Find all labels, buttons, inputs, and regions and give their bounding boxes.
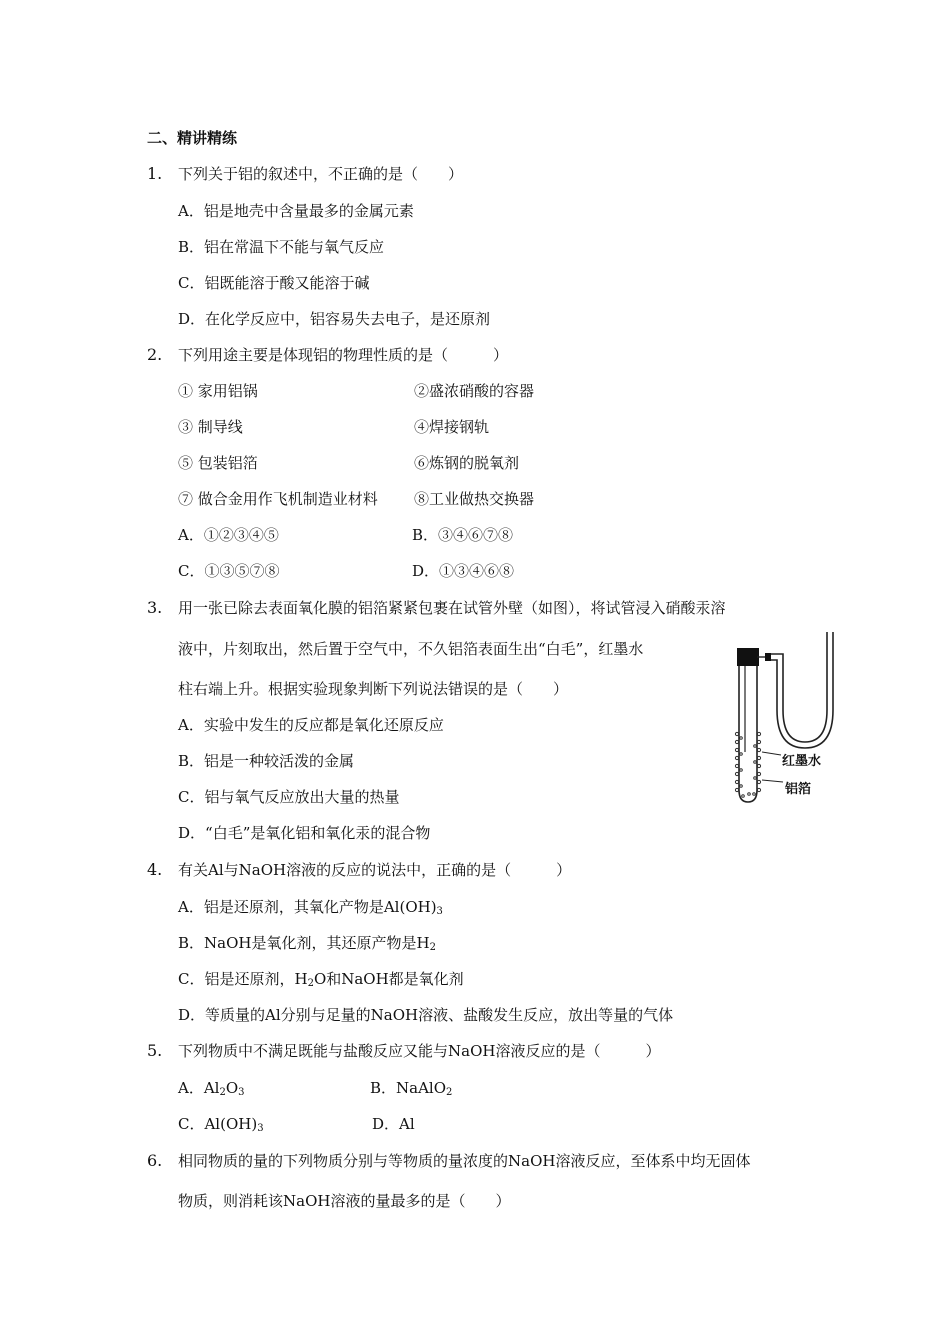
question-1-number: 1. xyxy=(147,164,163,183)
question-6-number: 6. xyxy=(147,1151,163,1170)
question-1-option-c: C．铝既能溶于酸又能溶于碱 xyxy=(178,274,370,292)
question-4-option-a: A．铝是还原剂，其氧化产物是$Al(OH)_3$ xyxy=(178,898,443,917)
question-4-option-d: D．等质量的Al分别与足量的NaOH溶液、盐酸发生反应，放出等量的气体 xyxy=(178,1006,674,1024)
question-2-item-6: ⑥炼钢的脱氧剂 xyxy=(414,454,520,472)
question-2-option-c: C．①③⑤⑦⑧ xyxy=(178,562,280,580)
question-2-item-7: ⑦ 做合金用作飞机制造业材料 xyxy=(178,490,378,508)
question-1-option-b: B．铝在常温下不能与氧气反应 xyxy=(178,238,385,256)
question-4-number: 4. xyxy=(147,860,163,879)
ink-leader-line xyxy=(762,752,781,755)
question-3-option-b: B．铝是一种较活泼的金属 xyxy=(178,752,355,770)
question-6-stem-line-1: 相同物质的量的下列物质分别与等物质的量浓度的NaOH溶液反应，至体系中均无固体 xyxy=(178,1152,751,1170)
question-2-number: 2. xyxy=(147,345,163,364)
question-4-option-b: B．NaOH是氧化剂，其还原产物是$H_2$ xyxy=(178,934,436,953)
question-3-stem-line-1: 用一张已除去表面氧化膜的铝箔紧紧包裹在试管外壁（如图），将试管浸入硝酸汞溶 xyxy=(178,599,726,617)
foil-leader-line xyxy=(762,780,783,782)
section-title: 二、精讲精练 xyxy=(147,129,238,147)
label-aluminum-foil: 铝箔 xyxy=(785,782,812,797)
question-5-option-c: C．$Al(OH)_3$ xyxy=(178,1115,264,1134)
question-2-stem: 下列用途主要是体现铝的物理性质的是（ ） xyxy=(178,346,509,364)
rubber-stopper xyxy=(737,648,759,666)
question-3-option-a: A．实验中发生的反应都是氧化还原反应 xyxy=(178,716,444,734)
question-3-stem-line-3: 柱右端上升。根据实验现象判断下列说法错误的是（ ） xyxy=(178,680,569,698)
question-5-option-a: A．$Al_2O_3$ xyxy=(178,1079,245,1098)
question-3-number: 3. xyxy=(147,598,163,617)
question-2-option-a: A．①②③④⑤ xyxy=(178,526,279,544)
question-3-stem-line-2: 液中，片刻取出，然后置于空气中，不久铝箔表面生出“白毛”，红墨水 xyxy=(178,640,644,658)
question-1-option-a: A．铝是地壳中含量最多的金属元素 xyxy=(178,202,414,220)
question-6-stem-line-2: 物质，则消耗该NaOH溶液的量最多的是（ ） xyxy=(178,1192,511,1210)
question-2-option-d: D．①③④⑥⑧ xyxy=(412,562,515,580)
question-5-number: 5. xyxy=(147,1041,163,1060)
question-4-option-c: C．铝是还原剂，$H_2O$和NaOH都是氧化剂 xyxy=(178,970,464,989)
question-5-option-d: D．Al xyxy=(372,1115,415,1133)
question-4-stem: 有关Al与NaOH溶液的反应的说法中，正确的是（ ） xyxy=(178,861,572,879)
u-tube-outer xyxy=(771,632,827,742)
question-2-item-8: ⑧工业做热交换器 xyxy=(414,490,535,508)
question-2-item-3: ③ 制导线 xyxy=(178,418,243,436)
question-1-option-d: D．在化学反应中，铝容易失去电子，是还原剂 xyxy=(178,310,491,328)
question-2-item-5: ⑤ 包装铝箔 xyxy=(178,454,258,472)
test-tube xyxy=(739,666,757,802)
question-2-option-b: B．③④⑥⑦⑧ xyxy=(412,526,514,544)
connector-joint xyxy=(765,653,771,661)
experiment-figure xyxy=(725,630,845,810)
question-5-stem: 下列物质中不满足既能与盐酸反应又能与NaOH溶液反应的是（ ） xyxy=(178,1042,661,1060)
question-5-option-b: B．NaAlO$_2$ xyxy=(370,1079,453,1098)
question-3-option-c: C．铝与氧气反应放出大量的热量 xyxy=(178,788,400,806)
label-red-ink: 红墨水 xyxy=(782,754,822,769)
question-3-option-d: D．“白毛”是氧化铝和氧化汞的混合物 xyxy=(178,824,431,842)
question-2-item-4: ④焊接钢轨 xyxy=(414,418,490,436)
question-2-item-1: ① 家用铝锅 xyxy=(178,382,258,400)
question-2-item-2: ②盛浓硝酸的容器 xyxy=(414,382,535,400)
question-1-stem: 下列关于铝的叙述中，不正确的是（ ） xyxy=(178,165,464,183)
